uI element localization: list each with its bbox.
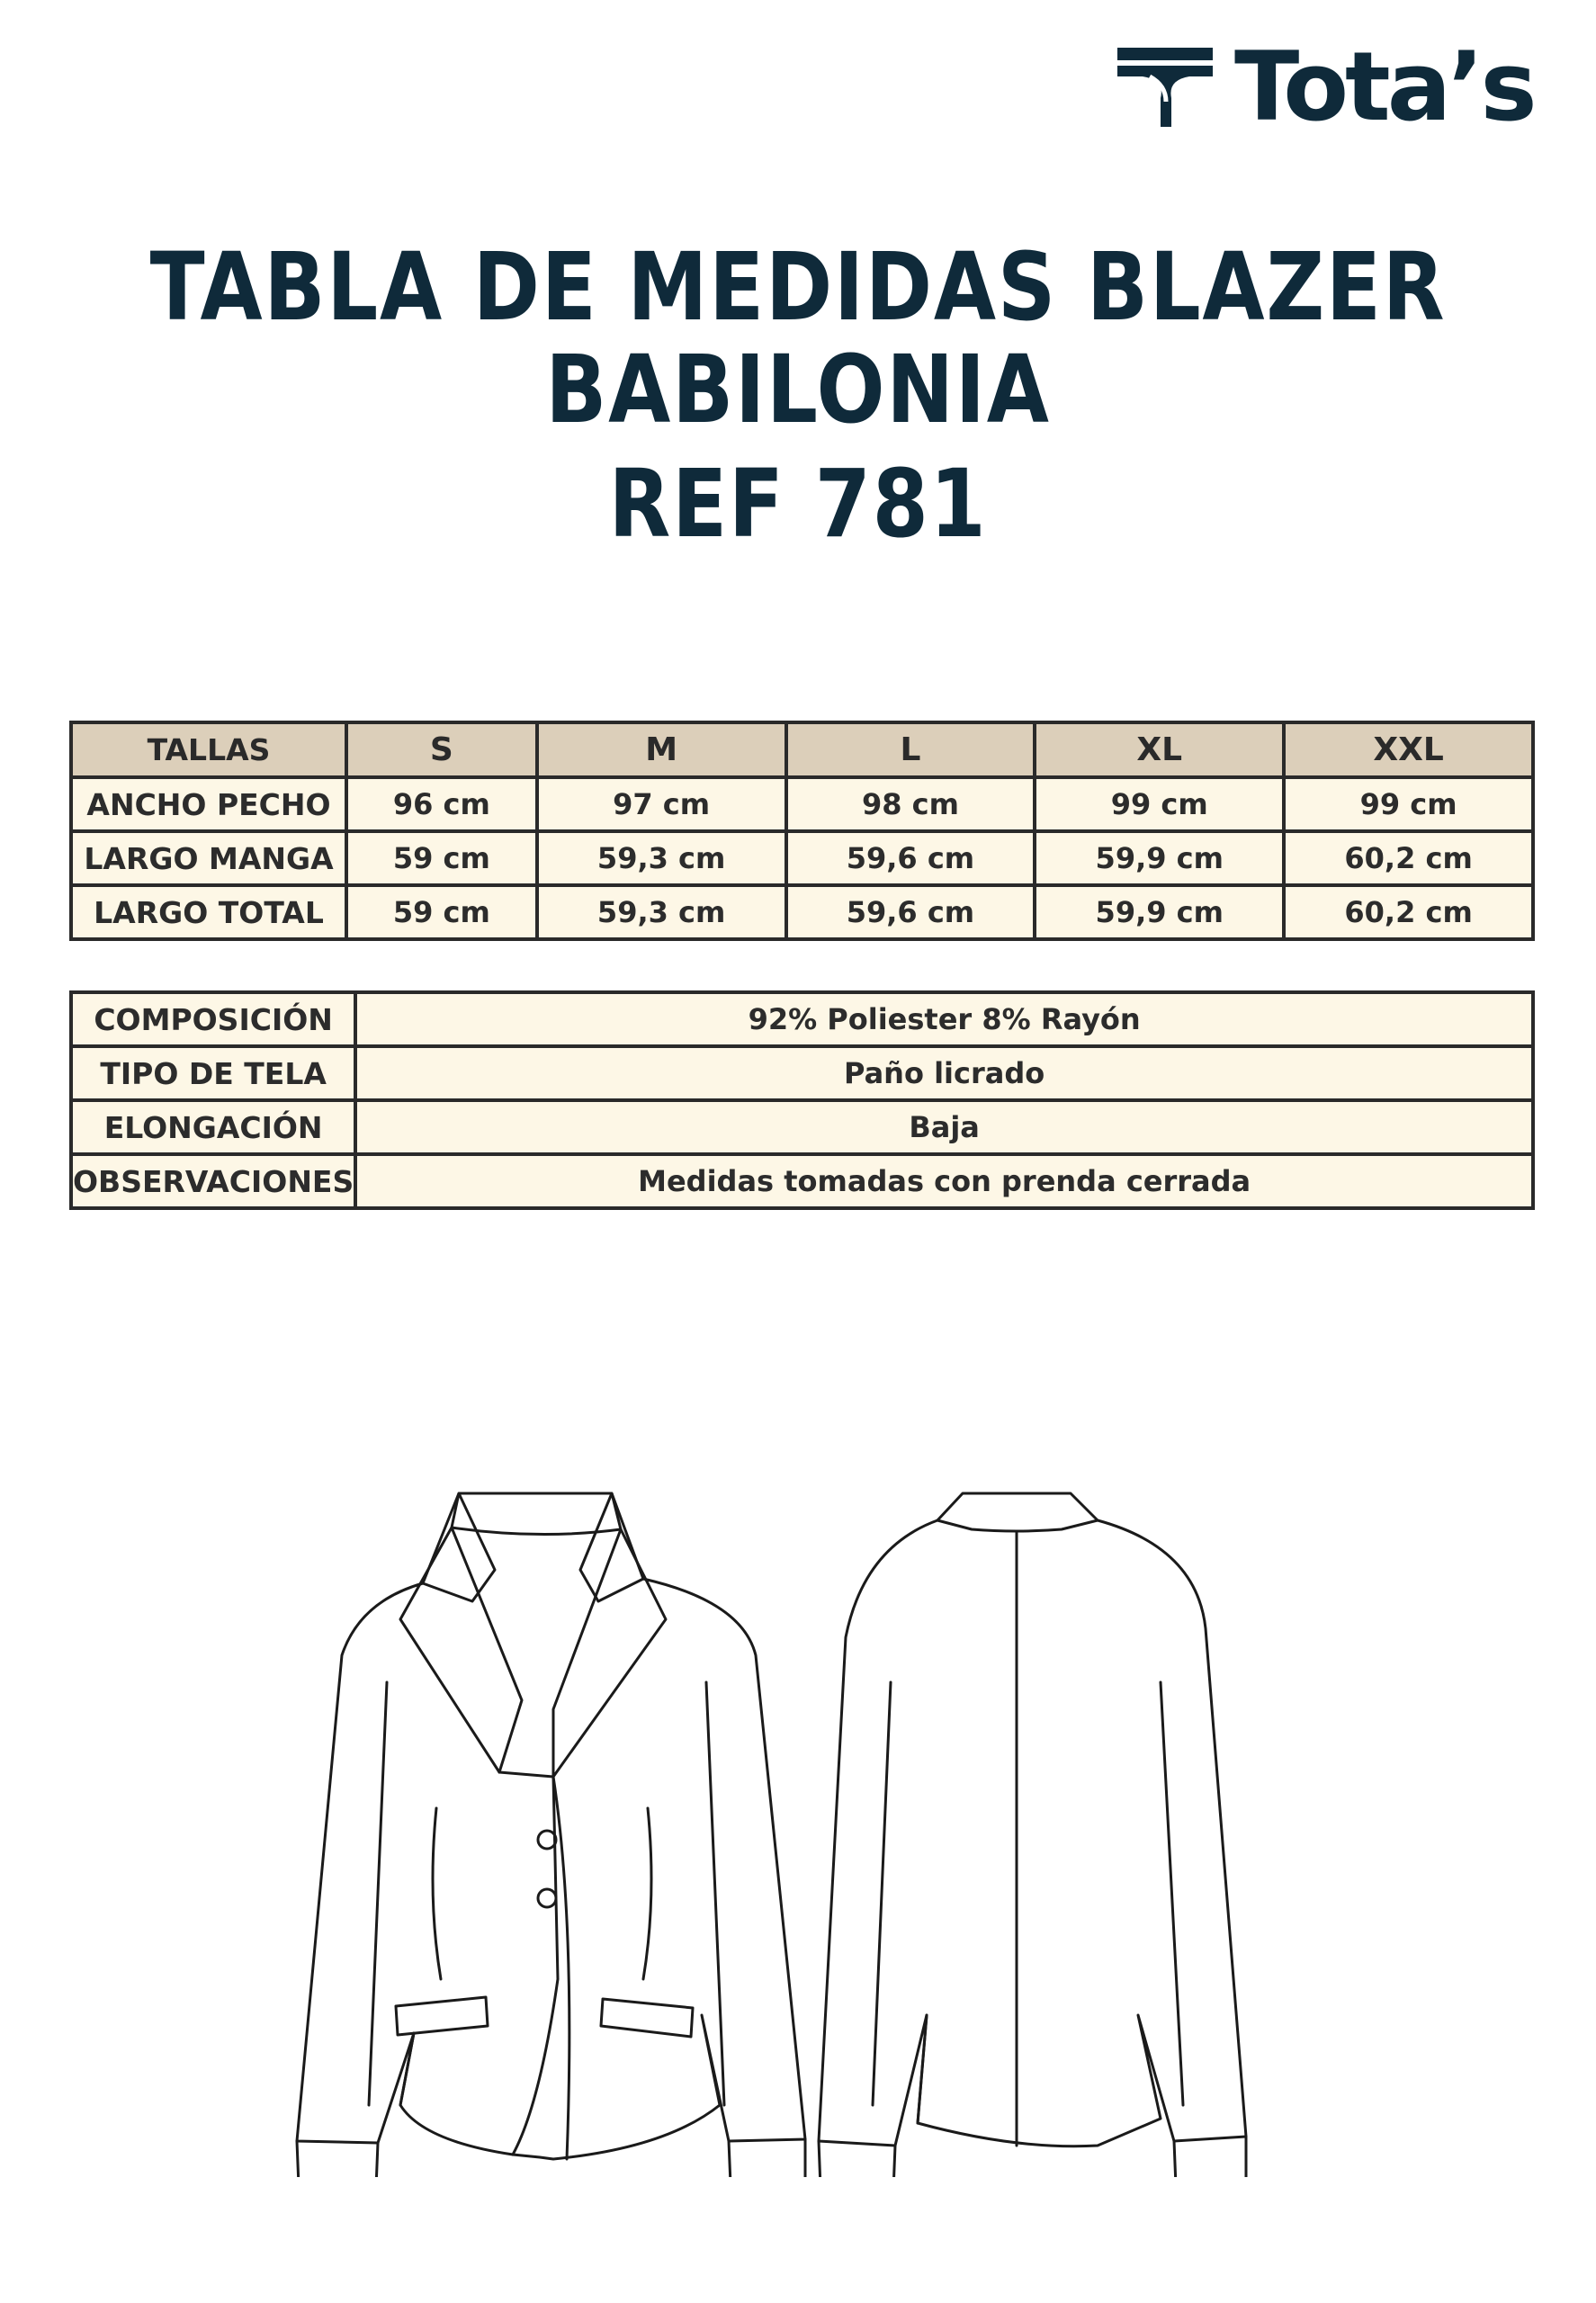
blazer-back-illustration <box>819 1493 1246 2177</box>
table-cell: 59,9 cm <box>1035 885 1284 939</box>
row-label: ANCHO PECHO <box>71 777 346 831</box>
table-cell: 59,6 cm <box>786 831 1036 885</box>
table-cell: 59,3 cm <box>537 831 786 885</box>
header-size: M <box>537 722 786 777</box>
table-row <box>71 831 1533 885</box>
table-row <box>71 1046 1533 1100</box>
table-cell: 60,2 cm <box>1284 885 1533 939</box>
details-table <box>69 990 1535 1210</box>
blazer-sketch <box>243 1475 1358 2177</box>
table-cell: 92% Poliester 8% Rayón <box>355 992 1533 1046</box>
row-label: TIPO DE TELA <box>71 1046 355 1100</box>
table-cell: 97 cm <box>537 777 786 831</box>
totas-t-logo-icon <box>1116 44 1215 130</box>
row-label: OBSERVACIONES <box>71 1154 355 1208</box>
row-label: COMPOSICIÓN <box>71 992 355 1046</box>
size-table-header <box>71 722 1533 777</box>
brand-logo <box>1116 31 1534 142</box>
table-cell: 96 cm <box>346 777 537 831</box>
table-cell: 98 cm <box>786 777 1036 831</box>
table-cell: 59 cm <box>346 831 537 885</box>
table-row <box>71 1154 1533 1208</box>
table-cell: 59 cm <box>346 885 537 939</box>
table-cell: 59,3 cm <box>537 885 786 939</box>
table-row <box>71 992 1533 1046</box>
page-title <box>0 232 1596 559</box>
table-cell: 59,6 cm <box>786 885 1036 939</box>
row-label: LARGO TOTAL <box>71 885 346 939</box>
table-cell: 99 cm <box>1284 777 1533 831</box>
header-size: XL <box>1035 722 1284 777</box>
title-line-2: REF 781 <box>608 448 988 559</box>
table-cell: 99 cm <box>1035 777 1284 831</box>
header-tallas: TALLAS <box>71 722 346 777</box>
table-cell: Paño licrado <box>355 1046 1533 1100</box>
table-row <box>71 1100 1533 1154</box>
table-cell: Medidas tomadas con prenda cerrada <box>355 1154 1533 1208</box>
brand-name: Tota’s <box>1234 31 1534 142</box>
blazer-front-illustration <box>297 1493 805 2177</box>
row-label: LARGO MANGA <box>71 831 346 885</box>
table-cell: 60,2 cm <box>1284 831 1533 885</box>
header-size: L <box>786 722 1036 777</box>
header-size: XXL <box>1284 722 1533 777</box>
table-row <box>71 777 1533 831</box>
size-table <box>69 721 1535 941</box>
title-line-1: TABLA DE MEDIDAS BLAZER BABILONIA <box>149 232 1447 445</box>
table-cell: 59,9 cm <box>1035 831 1284 885</box>
table-row <box>71 885 1533 939</box>
row-label: ELONGACIÓN <box>71 1100 355 1154</box>
table-cell: Baja <box>355 1100 1533 1154</box>
header-size: S <box>346 722 537 777</box>
